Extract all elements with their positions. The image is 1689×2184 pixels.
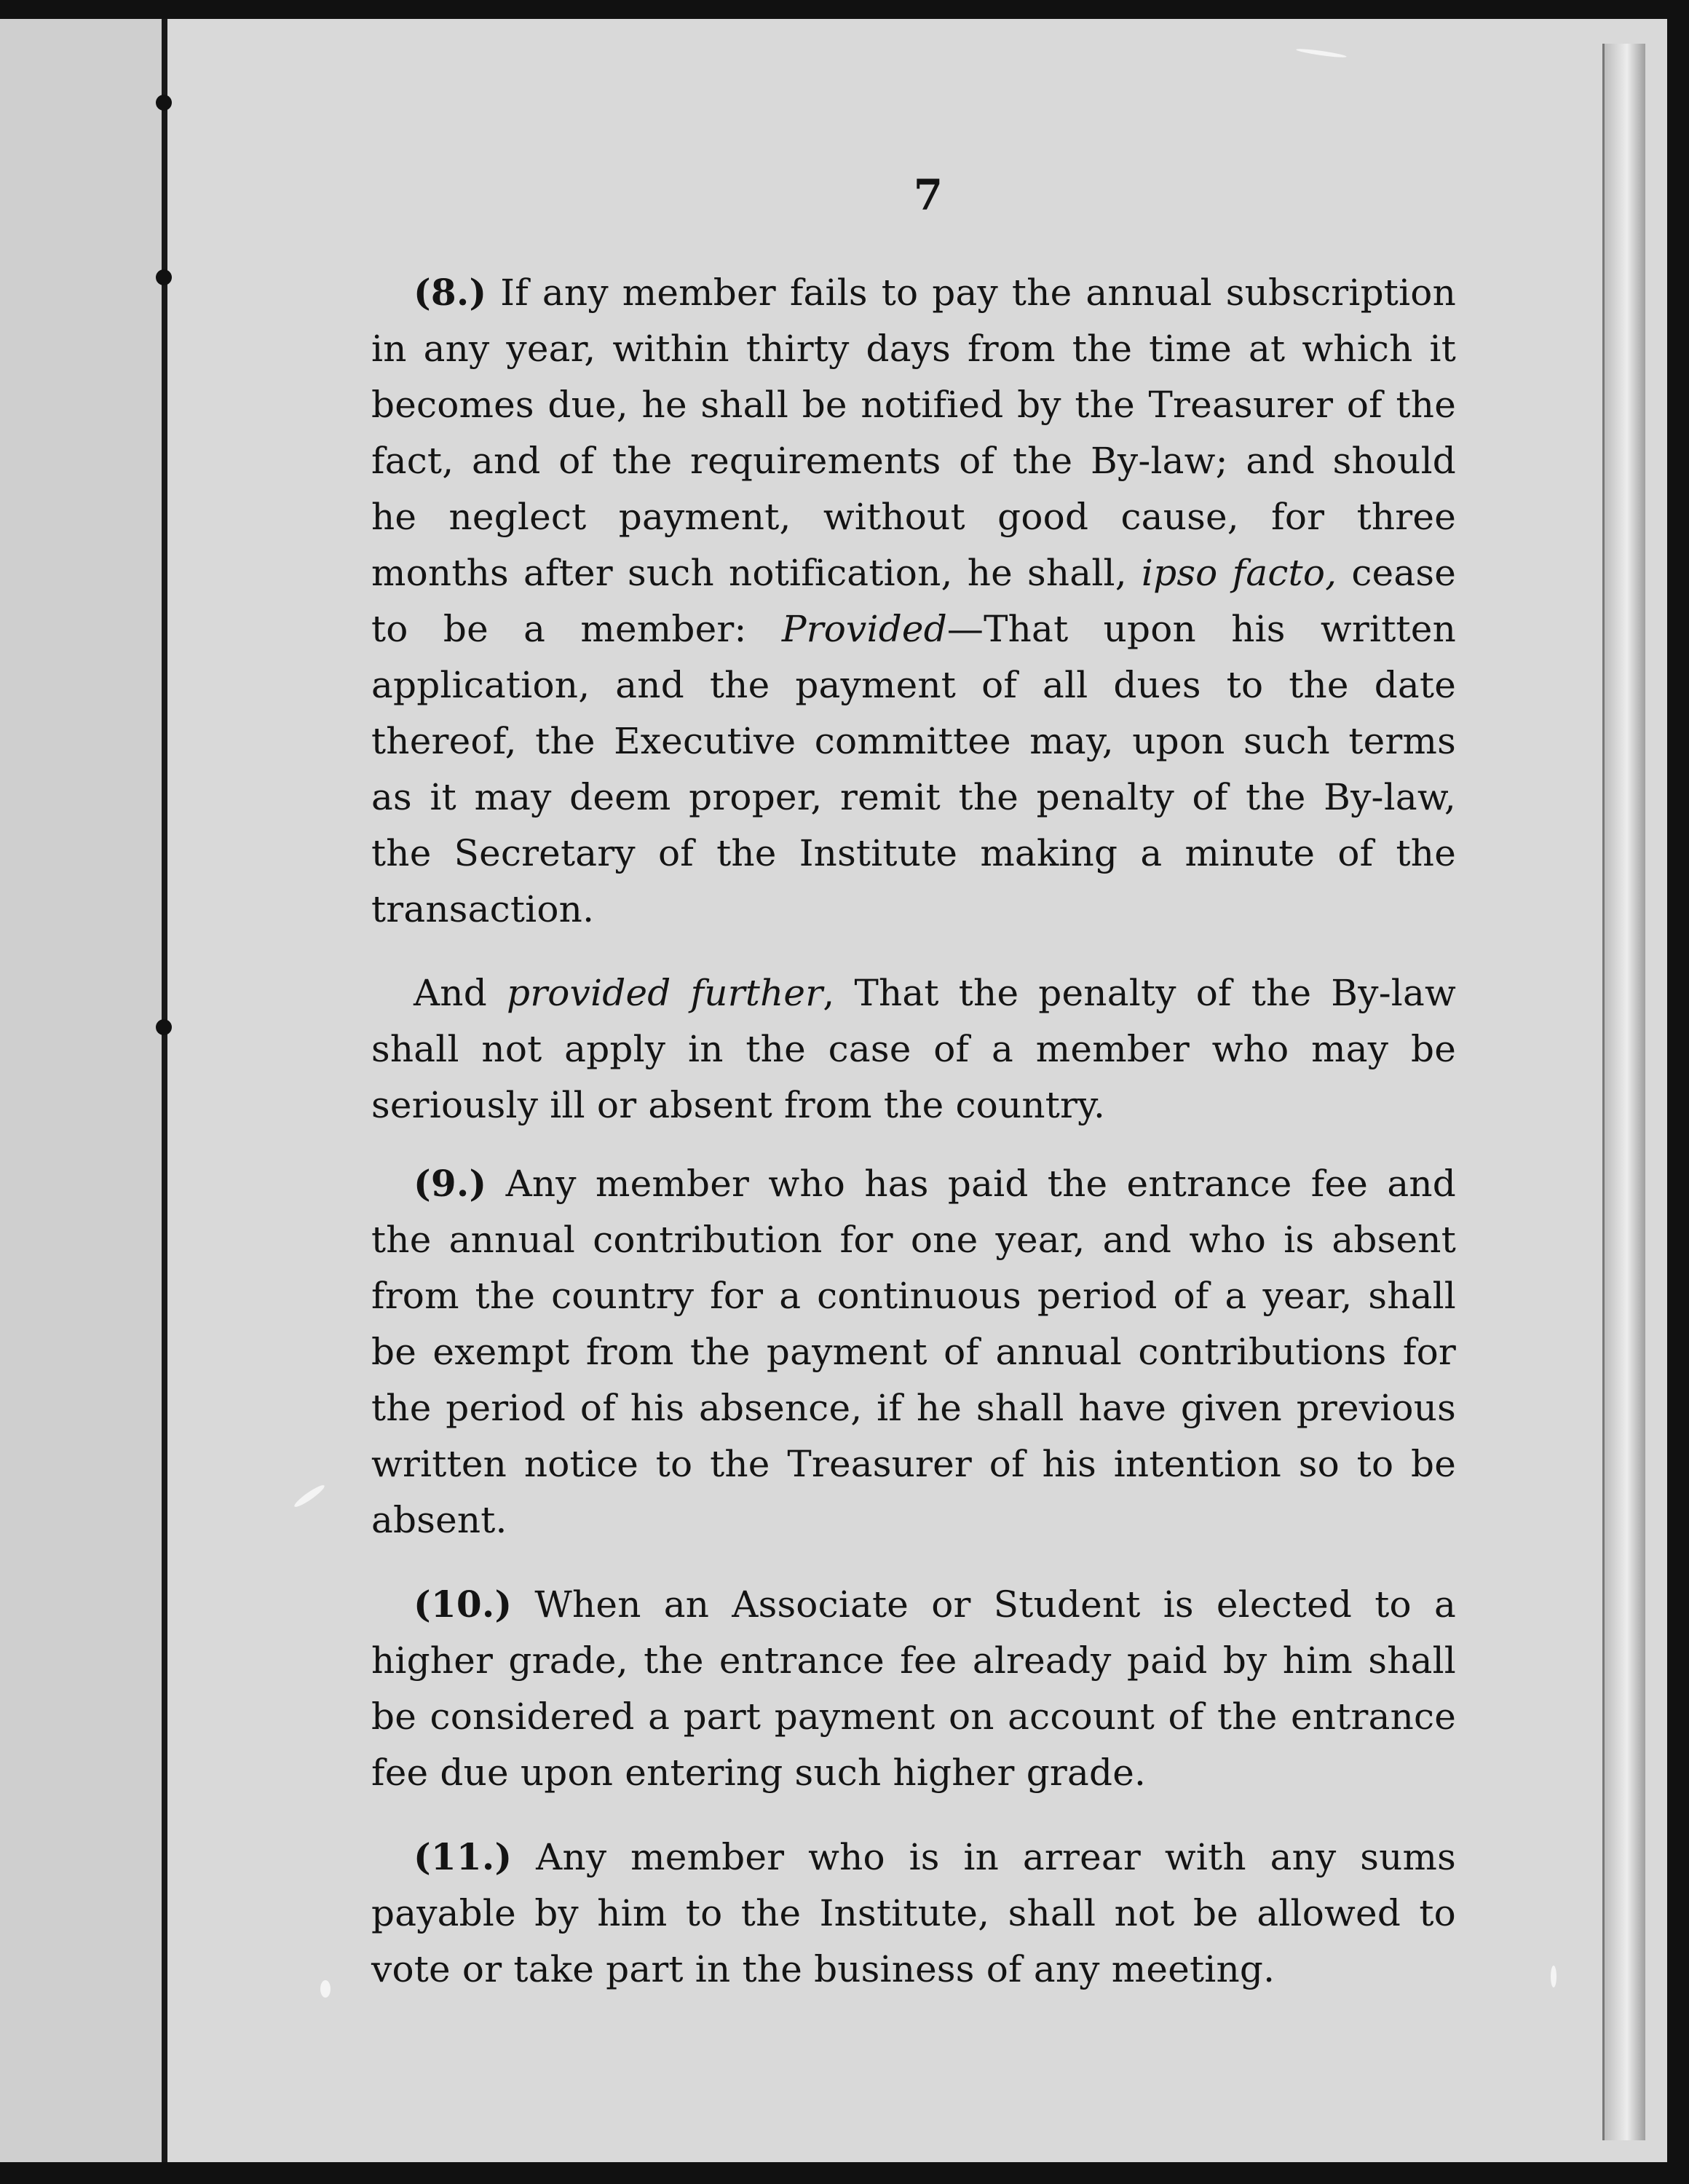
book-spine-line <box>162 0 167 2162</box>
page-edge-bevel <box>1602 44 1645 2140</box>
clause-number: (9.) <box>414 1162 487 1205</box>
text-run: When an Associate or Student is elected to a higher grade, the entrance fee already paid by him shall be considered a part payment on account of the entrance fee due upon entering such higher grade. <box>371 1583 1456 1794</box>
scan-artifact <box>1551 1966 1557 1987</box>
scan-border-bottom <box>0 2162 1689 2184</box>
body-text-column <box>371 167 1456 2025</box>
paragraph-clause-10 <box>371 1576 1456 1801</box>
spine-notch <box>156 95 172 111</box>
spine-notch <box>156 269 172 285</box>
text-run: , That the penalty of the By-law shall not apply in the case of a member who may be seriously ill or absent from the country. <box>371 972 1456 1126</box>
spine-notch <box>156 1019 172 1035</box>
clause-number: (8.) <box>414 271 487 314</box>
italic-phrase: Provided <box>781 608 947 650</box>
scan-artifact <box>293 1483 327 1510</box>
text-run: And <box>414 972 507 1014</box>
italic-phrase: provided further <box>506 972 823 1014</box>
scan-border-top <box>0 0 1689 19</box>
scan-border-right <box>1667 0 1689 2184</box>
text-run: cease to be a member: <box>371 552 1456 650</box>
italic-phrase: ipso facto, <box>1141 552 1337 594</box>
page-number: 7 <box>913 170 944 220</box>
scan-artifact <box>1296 47 1347 59</box>
scan-artifact <box>320 1980 331 1998</box>
paragraph-clause-8 <box>371 264 1456 938</box>
clause-number: (10.) <box>414 1583 513 1626</box>
paragraph-clause-8-proviso <box>371 965 1456 1133</box>
paragraph-clause-11 <box>371 1829 1456 1998</box>
text-run: If any member fails to pay the annual subscription in any year, within thirty days from the time at which it becomes due, he shall be notified by the Treasurer of the fact, and of the requirements of the By-law; and should he neglect payment, without good cause, for three months after such notification, he shall, <box>371 272 1456 594</box>
paragraphs-container <box>371 264 1456 1998</box>
facing-page-margin <box>0 19 166 2162</box>
clause-number: (11.) <box>414 1835 513 1878</box>
text-run: Any member who is in arrear with any sums payable by him to the Institute, shall not be allowed to vote or take part in the business of any meeting. <box>371 1836 1456 1990</box>
paragraph-clause-9 <box>371 1155 1456 1548</box>
text-run: Any member who has paid the entrance fee and the annual contribution for one year, and who is absent from the country for a continuous period of a year, shall be exempt from the payment of annual contributions for the period of his absence, if he shall have given previous written notice to the Treasurer of his intention so to be absent. <box>371 1163 1456 1541</box>
text-run: —That upon his written application, and the payment of all dues to the date thereof, the Executive committee may, upon such terms as it may deem proper, remit the penalty of the By-law, the Secretary of the Institute making a minute of the transaction. <box>371 608 1456 930</box>
